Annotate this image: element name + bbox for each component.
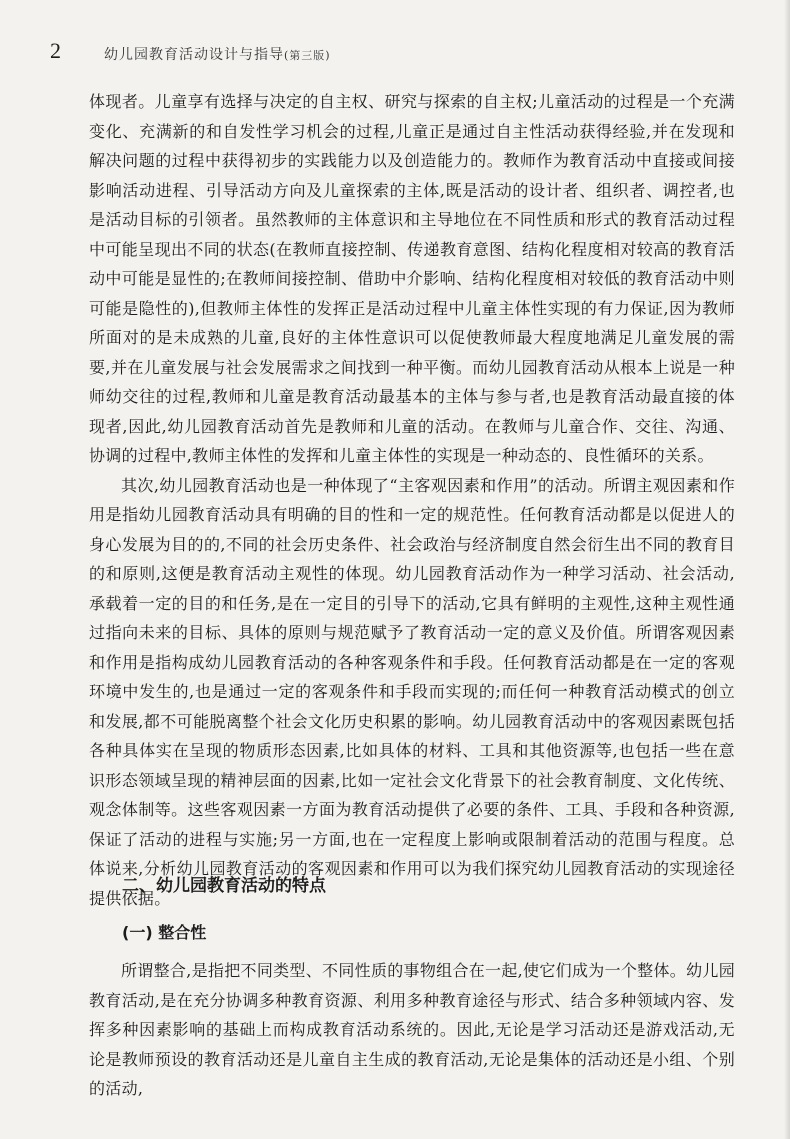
paragraph-subjective-objective: 其次,幼儿园教育活动也是一种体现了“主客观因素和作用”的活动。所谓主观因素和作用是指幼儿园教育活动具有明确的目的性和一定的规范性。任何教育活动都是以促进人的身心发展为目的的,不同的社会历史条件、社会政治与经济制度自然会衍生出不同的教育目的和原则,这便是教育活动主观性的体现。幼儿园教育活动作为一种学习活动、社会活动,承载着一定的目的和任务,是在一定目的引导下的活动,它具有鲜明的主观性,这种主观性通过指向未来的目标、具体的原则与规范赋予了教育活动一定的意义及价值。所谓客观因素和作用是指构成幼儿园教育活动的各种客观条件和手段。任何教育活动都是在一定的客观环境中发生的,也是通过一定的客观条件和手段而实现的;而任何一种教育活动模式的创立和发展,都不可能脱离整个社会文化历史积累的影响。幼儿园教育活动中的客观因素既包括各种具体实在呈现的物质形态因素,比如具体的材料、工具和其他资源等,也包括一些在意识形态领域呈现的精神层面的因素,比如一定社会文化背景下的社会教育制度、文化传统、观念体制等。这些客观因素一方面为教育活动提供了必要的条件、工具、手段和各种资源,保证了活动的进程与实施;另一方面,也在一定程度上影响或限制着活动的范围与程度。总体说来,分析幼儿园教育活动的客观因素和作用可以为我们探究幼儿园教育活动的实现途径提供依据。 [89, 475, 735, 908]
edition-label: (第三版) [284, 49, 331, 62]
running-header [104, 44, 331, 64]
body-text [89, 87, 735, 913]
subsection-heading: (一) 整合性 [122, 923, 207, 942]
section-heading: 二、幼儿园教育活动的特点 [122, 876, 326, 896]
paragraph-integration: 所谓整合,是指把不同类型、不同性质的事物组合在一起,使它们成为一个整体。幼儿园教育活动,是在充分协调多种教育资源、利用多种教育途径与形式、结合多种领域内容、发挥多种因素影响的基础上而构成教育活动系统的。因此,无论是学习活动还是游戏活动,无论是教师预设的教育活动还是儿童自主生成的教育活动,无论是集体的活动还是小组、个别的活动, [89, 961, 735, 1098]
page-number: 2 [50, 38, 61, 63]
body-text-integration [89, 956, 735, 1104]
paragraph-continued: 体现者。儿童享有选择与决定的自主权、研究与探索的自主权;儿童活动的过程是一个充满变化、充满新的和自发性学习机会的过程,儿童正是通过自主性活动获得经验,并在发现和解决问题的过程中获得初步的实践能力以及创造能力的。教师作为教育活动中直接或间接影响活动进程、引导活动方向及儿童探索的主体,既是活动的设计者、组织者、调控者,也是活动目标的引领者。虽然教师的主体意识和主导地位在不同性质和形式的教育活动过程中可能呈现出不同的状态(在教师直接控制、传递教育意图、结构化程度相对较高的教育活动中可能是显性的;在教师间接控制、借助中介影响、结构化程度相对较低的教育活动中则可能是隐性的),但教师主体性的发挥正是活动过程中儿童主体性实现的有力保证,因为教师所面对的是未成熟的儿童,良好的主体性意识可以促使教师最大程度地满足儿童发展的需要,并在儿童发展与社会发展需求之间找到一种平衡。而幼儿园教育活动从根本上说是一种师幼交往的过程,教师和儿童是教育活动最基本的主体与参与者,也是教育活动最直接的体现者,因此,幼儿园教育活动首先是教师和儿童的活动。在教师与儿童合作、交往、沟通、协调的过程中,教师主体性的发挥和儿童主体性的实现是一种动态的、良性循环的关系。 [89, 92, 735, 465]
page-edge-shadow [784, 0, 790, 1139]
book-title: 幼儿园教育活动设计与指导 [104, 47, 284, 63]
